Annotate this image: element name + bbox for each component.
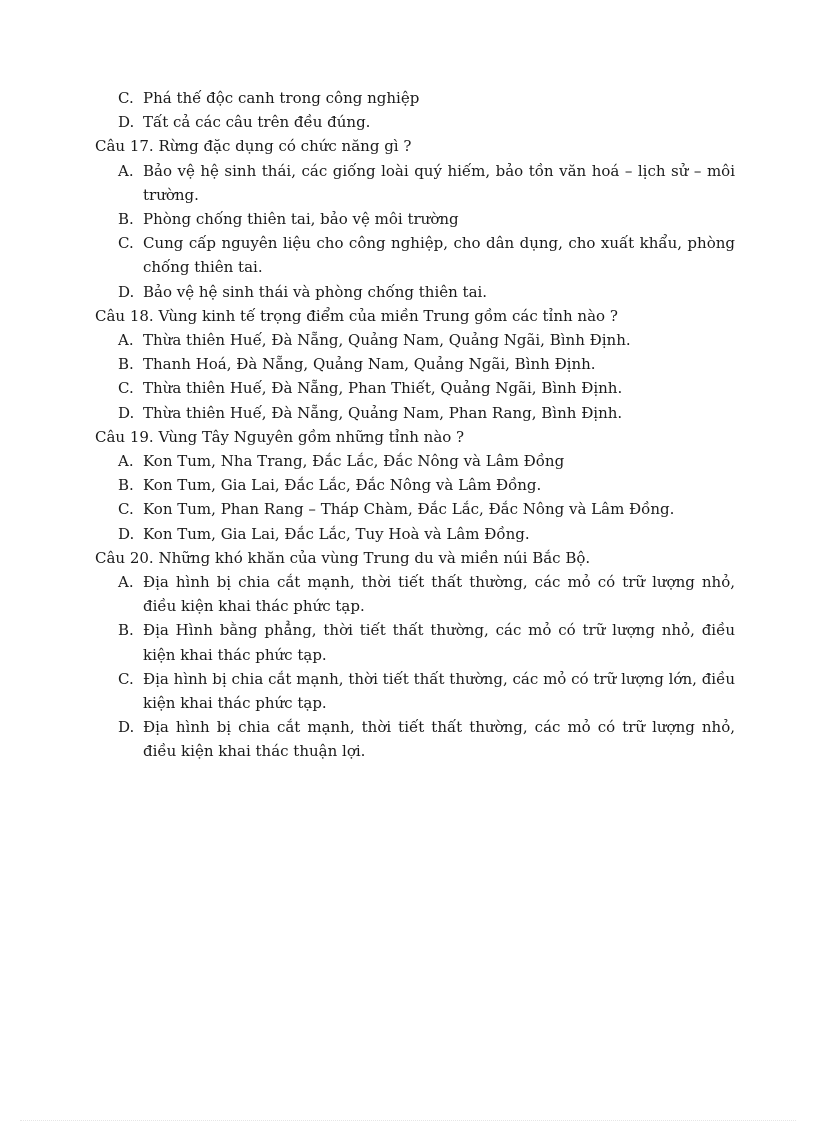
question-17-title: Câu 17. Rừng đặc dụng có chức năng gì ? [95, 137, 412, 156]
question-18-title: Câu 18. Vùng kinh tế trọng điểm của miền Trung gồm các tỉnh nào ? [95, 306, 618, 325]
question-20-title: Câu 20. Những khó khăn của vùng Trung du và miền núi Bắc Bộ. [95, 548, 591, 567]
option-text: Địa hình bị chia cắt mạnh, thời tiết thất thường, các mỏ có trữ lượng nhỏ, điều kiện khai thác phức tạp. [143, 573, 735, 616]
option-letter: A. [118, 573, 134, 592]
option-letter: A. [118, 331, 134, 350]
option-letter: D. [118, 524, 135, 543]
option-text: Địa hình bị chia cắt mạnh, thời tiết thất thường, các mỏ có trữ lượng lớn, điều kiện khai thác phức tạp. [143, 669, 735, 713]
option-c [95, 497, 735, 521]
option-letter: B. [118, 210, 134, 229]
option-letter: D. [118, 113, 135, 132]
option-text: Kon Tum, Gia Lai, Đắc Lắc, Tuy Hoà và Lâm Đồng. [143, 524, 530, 543]
option-a [95, 159, 735, 207]
option-text: Thừa thiên Huế, Đà Nẵng, Quảng Nam, Quảng Ngãi, Bình Định. [143, 331, 631, 350]
option-text: Phòng chống thiên tai, bảo vệ môi trường [143, 210, 459, 229]
option-text: Thừa thiên Huế, Đà Nẵng, Phan Thiết, Quảng Ngãi, Bình Định. [143, 379, 623, 398]
option-b [95, 352, 735, 376]
option-letter: D. [118, 718, 135, 737]
option-b [95, 618, 735, 666]
option-c [95, 376, 735, 400]
option-text: Thừa thiên Huế, Đà Nẵng, Quảng Nam, Phan Rang, Bình Định. [143, 403, 623, 422]
option-text: Tất cả các câu trên đều đúng. [143, 113, 371, 132]
option-letter: C. [118, 500, 134, 519]
option-letter: A. [118, 161, 134, 180]
option-letter: D. [118, 403, 135, 422]
option-letter: A. [118, 452, 134, 471]
question-list [95, 86, 735, 764]
question-19-title: Câu 19. Vùng Tây Nguyên gồm những tỉnh nào ? [95, 427, 465, 446]
option-a [95, 328, 735, 352]
option-c [95, 86, 735, 110]
option-letter: C. [118, 379, 134, 398]
option-b [95, 207, 735, 231]
option-letter: B. [118, 355, 134, 374]
option-d [95, 401, 735, 425]
option-d [95, 110, 735, 134]
option-letter: C. [118, 669, 134, 688]
option-text: Kon Tum, Nha Trang, Đắc Lắc, Đắc Nông và Lâm Đồng [143, 452, 565, 471]
option-d [95, 522, 735, 546]
option-text: Thanh Hoá, Đà Nẵng, Quảng Nam, Quảng Ngãi, Bình Định. [143, 355, 596, 374]
option-text: Phá thế độc canh trong công nghiệp [143, 89, 420, 107]
option-c [95, 231, 735, 279]
option-d [95, 715, 735, 763]
option-text: Bảo vệ hệ sinh thái, các giống loài quý hiếm, bảo tồn văn hoá – lịch sử – môi trường. [143, 161, 735, 204]
option-text: Địa hình bị chia cắt mạnh, thời tiết thất thường, các mỏ có trữ lượng nhỏ, điều kiện khai thác thuận lợi. [143, 718, 735, 761]
option-letter: C. [118, 89, 134, 107]
page-bottom-divider [20, 1120, 796, 1121]
option-text: Địa Hình bằng phẳng, thời tiết thất thường, các mỏ có trữ lượng nhỏ, điều kiện khai thác phức tạp. [143, 621, 735, 664]
option-a [95, 570, 735, 618]
option-b [95, 473, 735, 497]
option-text: Cung cấp nguyên liệu cho công nghiệp, cho dân dụng, cho xuất khẩu, phòng chống thiên tai. [143, 234, 735, 277]
option-text: Kon Tum, Phan Rang – Tháp Chàm, Đắc Lắc, Đắc Nông và Lâm Đồng. [143, 500, 675, 519]
option-letter: C. [118, 234, 134, 253]
option-c [95, 667, 735, 715]
option-a [95, 449, 735, 473]
option-text: Kon Tum, Gia Lai, Đắc Lắc, Đắc Nông và Lâm Đồng. [143, 476, 542, 495]
option-letter: B. [118, 476, 134, 495]
option-letter: D. [118, 282, 135, 301]
option-text: Bảo vệ hệ sinh thái và phòng chống thiên tai. [143, 282, 488, 301]
option-d [95, 280, 735, 304]
option-letter: B. [118, 621, 134, 640]
